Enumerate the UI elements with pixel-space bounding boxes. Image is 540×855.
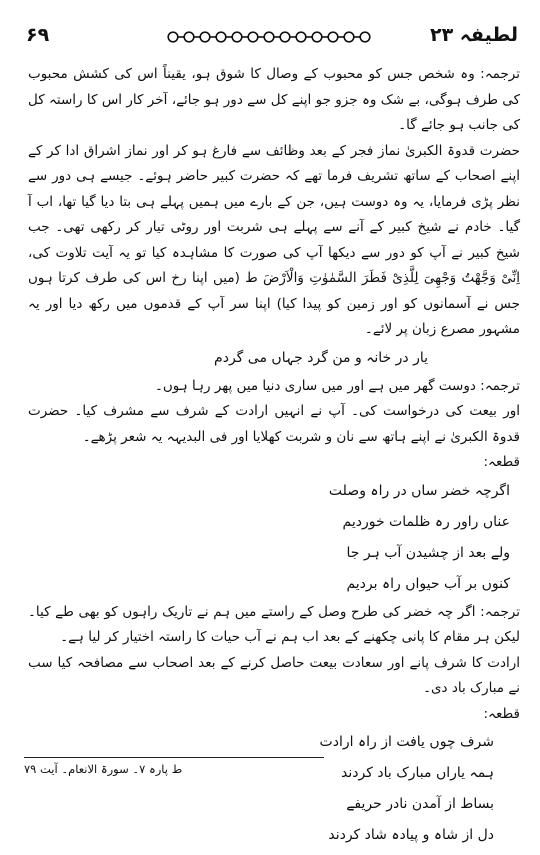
poem-2-line-2: ہمہ یاراں مبارک باد کردند: [341, 765, 494, 781]
translation-paragraph-3: ترجمہ: اگر چہ خضر کی طرح وصل کے راستے میں ہم نے تاریک راہوں کو بھی طے کیا۔ لیکن ہر مقام کا پانی چکھنے کے بعد اب ہم نے آب حیات کا راستہ اختیار کر لیا ہے۔: [28, 603, 520, 645]
chapter-title: لطیفہ ۲۳: [429, 24, 518, 46]
poem-1-line-1: اگرچہ خضر ساں در راہ وصلت: [328, 482, 510, 499]
qita-label-2: قطعہ:: [483, 705, 520, 722]
ornament-chain-icon: [166, 30, 376, 44]
page-header: [0, 24, 540, 54]
poem-1-line-3: ولے بعد از چشیدن آب ہر جا: [346, 544, 510, 561]
bayat-paragraph: اور بیعت کی درخواست کی۔ آپ نے انہیں ارادت کے شرف سے مشرف کیا۔ حضرت قدوۃ الکبریٰ نے اپنے ہاتھ سے نان و شربت کھلایا اور فی البدیہہ یہ شعر پڑھے۔: [28, 403, 520, 445]
footnote-divider: [24, 757, 324, 758]
iradat-paragraph: ارادت کا شرف پانے اور سعادت بیعت حاصل کرنے کے بعد اصحاب سے مصافحہ کیا سب نے مبارک باد دی۔: [28, 654, 520, 696]
persian-verse: یار در خانہ و من گرد جہاں می گردم: [214, 349, 428, 366]
poem-2-line-3: بساط از آمدن نادر حریفے: [346, 796, 494, 812]
poem-2-line-1: شرف چوں یافت از راہ ارادت: [319, 734, 494, 750]
footnote: ط پارہ ۷۔ سورۃ الانعام۔ آیت ۷۹: [24, 762, 183, 776]
qita-label-1: قطعہ:: [483, 454, 520, 470]
poem-1-line-2: عناں راور رہ ظلمات خوردیم: [342, 513, 510, 530]
translation-paragraph-1: ترجمہ: وہ شخص جس کو محبوب کے وصال کا شوق ہو، یقیناً اس کی کشش محبوب کی طرف ہوگی، بے شک وہ جزو جو اپنے کل سے دور ہو جائے، آخر کار اس کا راستہ کل کی جانب ہو جائے گا۔: [28, 66, 520, 133]
page-number: ۶۹: [26, 24, 50, 46]
poem-2-line-4: دل از شاہ و پیادہ شاد کردند: [328, 827, 494, 843]
page-body: [28, 62, 520, 851]
narrative-paragraph: حضرت قدوۃ الکبریٰ نماز فجر کے بعد وظائف سے فارغ ہو کر اور نماز اشراق ادا کر کے اپنے اصحاب کے ساتھ تشریف فرما تھے کہ حضرت کبیر حاضر ہوئے۔ جیسے ہی دور سے نظر پڑی فرمایا، یہ وہ دوست ہیں، جن کے بارے میں ہمیں پہلے ہی بتا دیا گیا تھا، اب آ گیا۔ خادم نے شیخ کبیر کے آنے سے پہلے ہی شربت اور روٹی تیار کر رکھی تھی۔ جب شیخ کبیر نے آپ کو دور سے دیکھا آپ کی صورت کا مشاہدہ کیا تو یہ آیت تلاوت کی، اِنِّیْ وَجَّھْتُ وَجْھِیَ لِلَّذِیْ فَطَرَ السَّمٰوٰتِ وَالْاَرْضَ ط (میں اپنا رخ اس کی طرف کرتا ہوں جس نے آسمانوں کو اور زمین کو پیدا کیا) اپنا سر آپ کے قدموں میں رکھ دیا اور یہ مشہور مصرع زبان پر لائے۔: [28, 142, 520, 337]
poem-1-line-4: کنوں بر آب حیواں راہ بردیم: [346, 575, 510, 592]
translation-paragraph-2: ترجمہ: دوست گھر میں ہے اور میں ساری دنیا میں پھر رہا ہوں۔: [154, 377, 520, 394]
